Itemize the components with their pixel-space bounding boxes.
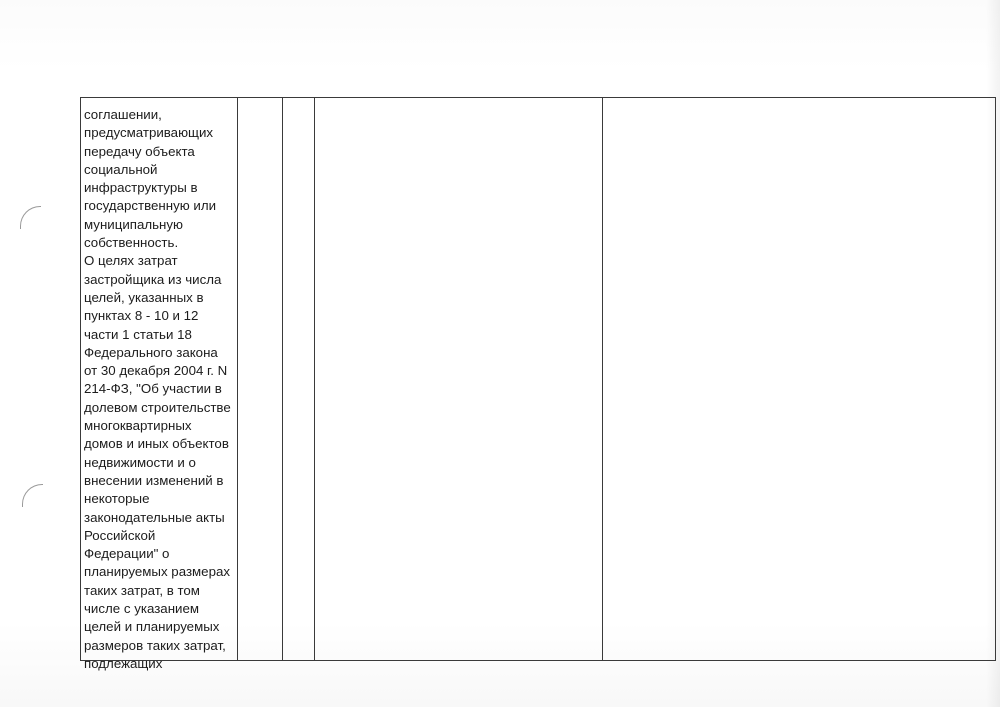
table-cell-description	[81, 98, 238, 671]
table-cell-empty	[315, 98, 602, 660]
document-table	[80, 97, 996, 671]
table-cell-empty	[238, 98, 283, 660]
cell-text: соглашении, предусматривающих передачу объекта социальной инфраструктуры в государственную или муниципальную собственность. О целях затрат застройщика из числа целей, указанных в пунктах 8 - 10 и 12 части 1 статьи 18 Федерального закона от 30 декабря 2004 г. N 214-ФЗ, "Об участии в долевом строительстве многоквартирных домов и иных объектов недвижимости и о внесении изменений в некоторые законодательные акты Российской Федерации" о планируемых размерах таких затрат, в том числе с указанием целей и планируемых размеров таких затрат, подлежащих	[84, 107, 231, 671]
table-cell-empty	[603, 98, 995, 660]
table-cell-empty	[283, 98, 316, 660]
